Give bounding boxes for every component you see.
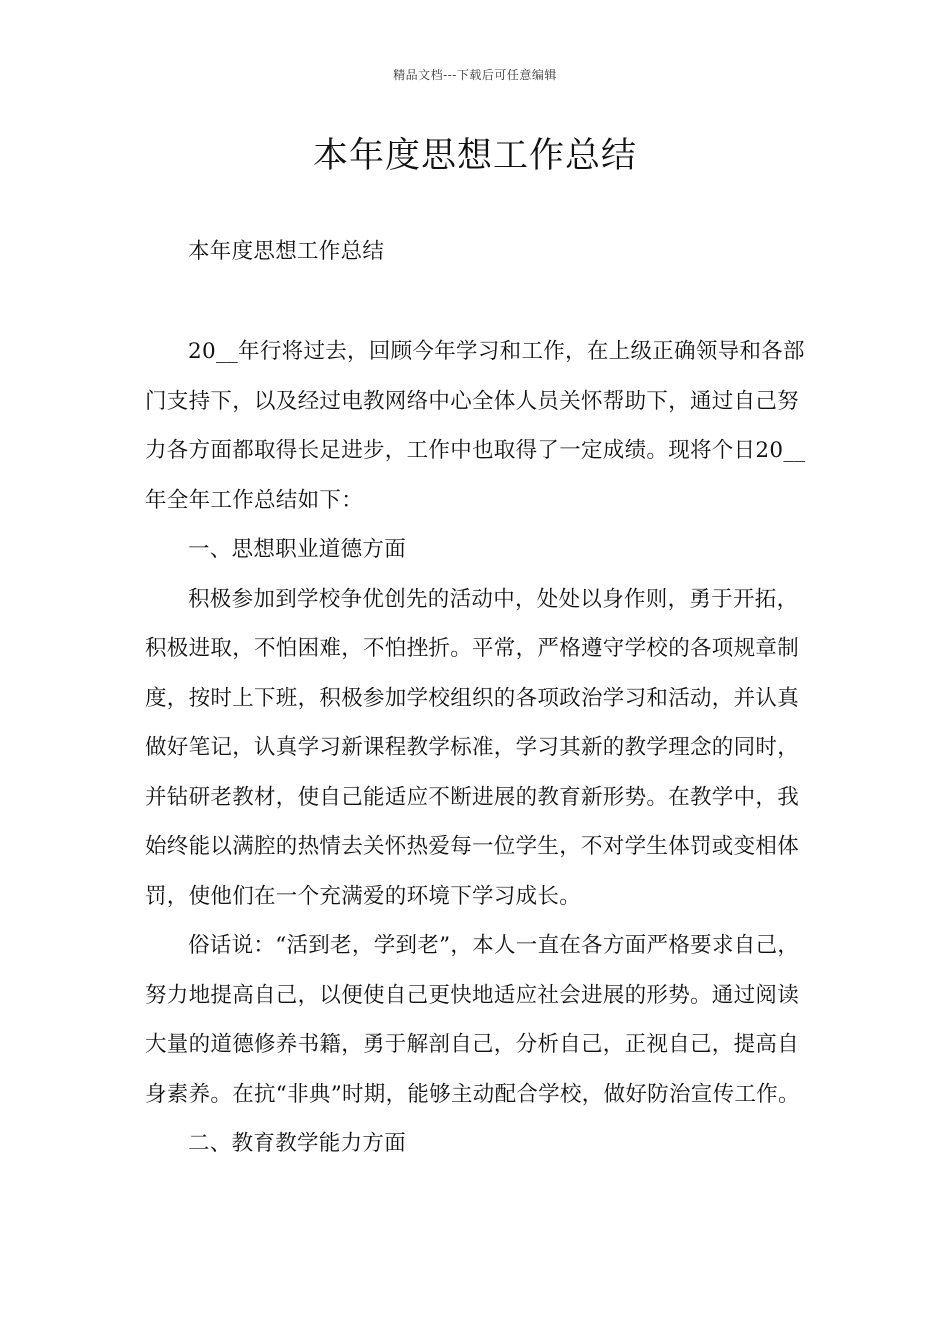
section-heading-1: 一、思想职业道德方面 xyxy=(188,537,407,562)
section-heading-2: 二、教育教学能力方面 xyxy=(188,1131,407,1156)
paragraph-ethics: 积极参加到学校争优创先的活动中，处处以身作则，勇于开拓，积极进取，不怕困难，不怕挫折。平常，严格遵守学校的各项规章制度，按时上下班，积极参加学校组织的各项政治学习和活动，并认真做好笔记，认真学习新课程教学标准，学习其新的教学理念的同时，并钻研老教材，使自己能适应不断进展的教育新形势。在教学中，我始终能以满腔的热情去关怀热爱每一位学生，不对学生体罚或变相体罚，使他们在一个充满爱的环境下学习成长。 xyxy=(145,586,800,909)
paragraph-intro: 20__年行将过去，回顾今年学习和工作，在上级正确领导和各部门支持下，以及经过电教网络中心全体人员关怀帮助下，通过自己努力各方面都取得长足进步，工作中也取得了一定成绩。现将个日20__年全年工作总结如下： xyxy=(145,339,806,513)
paragraph-learning: 俗话说：“活到老，学到老”，本人一直在各方面严格要求自己，努力地提高自己，以便使自己更快地适应社会进展的形势。通过阅读大量的道德修养书籍，勇于解剖自己，分析自己，正视自己，提高自身素养。在抗“非典”时期，能够主动配合学校，做好防治宣传工作。 xyxy=(145,933,800,1107)
header-note: 精品文档---下载后可任意编辑 xyxy=(393,68,557,82)
document-body xyxy=(145,327,809,1169)
document-title: 本年度思想工作总结 xyxy=(312,136,637,176)
document-subtitle-block xyxy=(145,227,809,277)
document-subtitle: 本年度思想工作总结 xyxy=(188,239,385,264)
